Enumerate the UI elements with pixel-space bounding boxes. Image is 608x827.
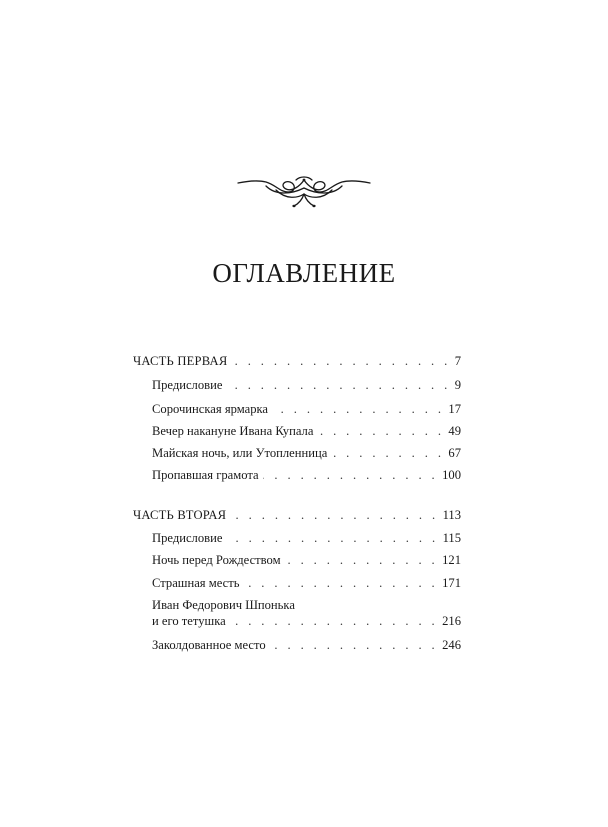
toc-item[interactable] — [152, 402, 461, 417]
toc-page-number: 121 — [442, 553, 461, 567]
toc-page-number: 113 — [442, 508, 461, 522]
toc-item[interactable] — [152, 638, 461, 653]
toc-page-number: 115 — [442, 531, 461, 545]
toc-leader-dots — [230, 508, 438, 523]
toc-leader-dots — [243, 576, 438, 591]
toc-item-label: Майская ночь, или Утопленница — [152, 446, 328, 460]
toc-item[interactable] — [152, 424, 461, 439]
toc-item[interactable] — [152, 446, 461, 461]
toc-leader-dots — [231, 354, 450, 369]
flourish-ornament-icon — [236, 170, 372, 210]
toc-item-label: Сорочинская ярмарка — [152, 402, 269, 416]
toc-leader-dots — [230, 614, 438, 629]
toc-item-label: Страшная месть — [152, 576, 240, 590]
toc-item[interactable] — [152, 531, 461, 546]
toc-leader-dots — [270, 638, 438, 653]
toc-item-label: и его тетушка — [152, 614, 226, 628]
toc-leader-dots — [226, 531, 438, 546]
toc-item-label: Предисловие — [152, 531, 223, 545]
toc-part-label: ЧАСТЬ ВТОРАЯ — [133, 508, 227, 522]
toc-item-label: Ночь перед Рождеством — [152, 553, 281, 567]
toc-item-label: Вечер накануне Ивана Купала — [152, 424, 314, 438]
toc-item[interactable] — [152, 468, 461, 483]
toc-item[interactable] — [152, 553, 461, 568]
toc-page-number: 67 — [448, 446, 461, 460]
toc-item-label: Предисловие — [152, 378, 223, 392]
toc-page-number: 216 — [442, 614, 461, 628]
toc-leader-dots — [226, 378, 450, 393]
toc-page-number: 100 — [442, 468, 461, 482]
toc-part-first[interactable] — [133, 354, 461, 369]
toc-leader-dots — [272, 402, 444, 417]
toc-item[interactable] — [152, 576, 461, 591]
toc-item-label: Пропавшая грамота — [152, 468, 259, 482]
toc-leader-dots — [317, 424, 444, 439]
toc-item[interactable] — [152, 378, 461, 393]
page-title: ОГЛАВЛЕНИЕ — [212, 258, 396, 288]
toc-leader-dots — [263, 468, 439, 483]
toc-part-label: ЧАСТЬ ПЕРВАЯ — [133, 354, 228, 368]
toc-item[interactable] — [152, 614, 461, 629]
toc-leader-dots — [331, 446, 444, 461]
toc-page-number: 49 — [448, 424, 461, 438]
toc-page-number: 7 — [454, 354, 461, 368]
toc-page-number: 17 — [448, 402, 461, 416]
toc-item-label: Заколдованное место — [152, 638, 266, 652]
toc-page-number: 9 — [454, 378, 461, 392]
toc-page-number: 171 — [442, 576, 461, 590]
toc-item-label-line1[interactable]: Иван Федорович Шпонька — [152, 598, 295, 612]
toc-leader-dots — [285, 553, 439, 568]
toc-part-second[interactable] — [133, 508, 461, 523]
toc-page-number: 246 — [442, 638, 461, 652]
